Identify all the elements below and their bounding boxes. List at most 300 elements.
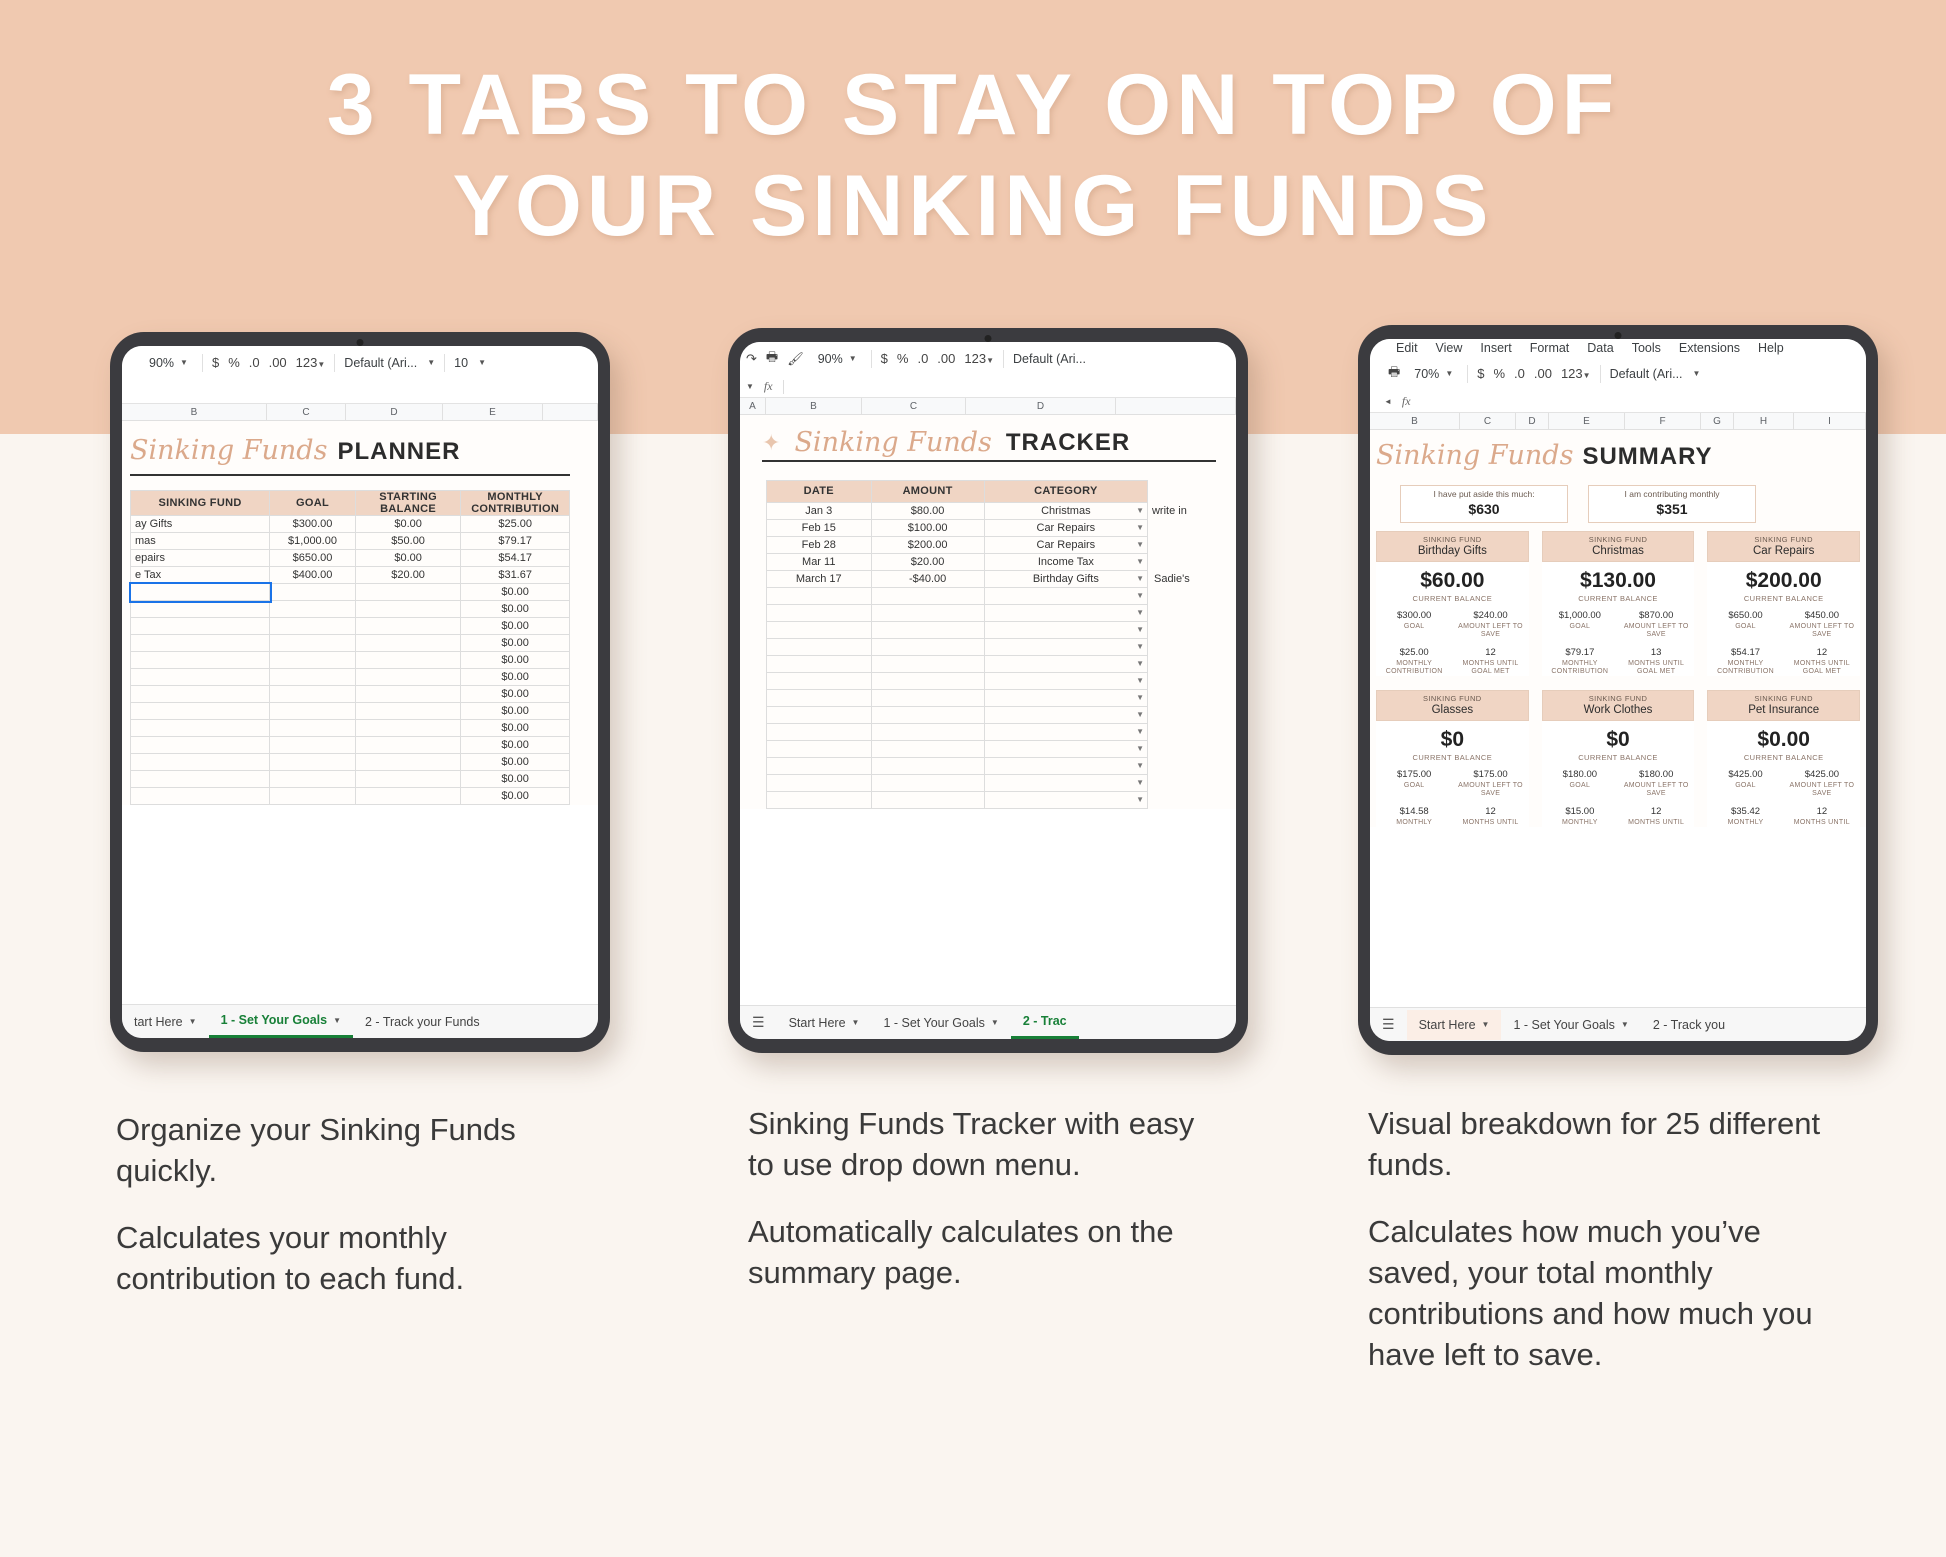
cell-category-dropdown[interactable] <box>984 758 1147 775</box>
cell-monthly[interactable]: $0.00 <box>461 652 570 669</box>
cell-start[interactable] <box>355 771 460 788</box>
cell-note[interactable]: Sadie's <box>1153 573 1190 585</box>
cell-goal[interactable]: $400.00 <box>270 567 356 584</box>
cell-amount[interactable] <box>871 724 984 741</box>
tab-track-your-funds[interactable]: 2 - Track you <box>1652 1017 1726 1032</box>
card-balance-label: CURRENT BALANCE <box>1578 753 1658 763</box>
decrease-decimal-button[interactable]: .0 <box>1514 366 1525 381</box>
table-row <box>131 601 570 618</box>
cell-category-dropdown[interactable]: Christmas ▼ <box>984 503 1147 520</box>
cell-fund[interactable]: ay Gifts <box>131 516 270 533</box>
cell-note[interactable] <box>1147 656 1236 673</box>
cell-note[interactable] <box>1147 673 1236 690</box>
cell-monthly[interactable]: $0.00 <box>461 669 570 686</box>
cell-monthly[interactable]: $0.00 <box>461 635 570 652</box>
currency-format-button[interactable]: $ <box>211 355 220 370</box>
page-title <box>0 55 1946 258</box>
table-row <box>767 690 1237 707</box>
cell-goal[interactable] <box>270 771 356 788</box>
cell-category-dropdown[interactable] <box>984 707 1147 724</box>
cell-note[interactable] <box>1147 639 1236 656</box>
cell-start[interactable]: $0.00 <box>355 550 460 567</box>
tab-track-your-funds[interactable]: 2 - Track your Funds <box>365 1014 480 1029</box>
column-header[interactable]: B <box>1370 413 1460 429</box>
column-header[interactable]: D <box>1516 413 1549 429</box>
cell-start[interactable] <box>355 618 460 635</box>
cell-monthly[interactable]: $0.00 <box>461 703 570 720</box>
table-row <box>767 758 1237 775</box>
cell-goal[interactable] <box>270 703 356 720</box>
cell-goal[interactable] <box>270 669 356 686</box>
table-row <box>767 537 1237 554</box>
currency-format-button[interactable]: $ <box>1477 366 1485 381</box>
card-balance-label: CURRENT BALANCE <box>1578 594 1658 603</box>
cell-category-dropdown[interactable] <box>984 605 1147 622</box>
cell-amount[interactable]: $20.00 <box>871 554 984 571</box>
card-name: Birthday Gifts <box>1417 545 1487 557</box>
cell-amount[interactable] <box>871 622 984 639</box>
cell-monthly[interactable]: $0.00 <box>461 737 570 754</box>
column-date: DATE <box>767 481 872 503</box>
table-row <box>131 635 570 652</box>
caption-tracker <box>748 1104 1218 1320</box>
font-size-select[interactable] <box>454 356 486 370</box>
cell-date[interactable] <box>767 741 872 758</box>
cell-amount[interactable] <box>871 690 984 707</box>
cell-monthly[interactable]: $0.00 <box>461 601 570 618</box>
stat-monthly <box>1588 485 1756 523</box>
tracker-formula-bar[interactable] <box>740 376 1236 398</box>
cell-fund[interactable] <box>131 720 270 737</box>
chevron-down-icon: ▼ <box>1136 523 1144 532</box>
card-monthly-label: MONTHLY CONTRIBUTION <box>1551 660 1609 676</box>
cell-category-dropdown[interactable] <box>984 690 1147 707</box>
cell-start[interactable] <box>355 686 460 703</box>
card-months: 12 <box>1485 647 1496 659</box>
planner-screen <box>122 346 598 1038</box>
card-left: $175.00 <box>1473 769 1508 781</box>
zoom-value: 90% <box>817 351 843 366</box>
column-header[interactable]: B <box>122 404 267 420</box>
cell-monthly[interactable]: $0.00 <box>461 771 570 788</box>
more-formats-button[interactable]: 123▼ <box>295 355 326 370</box>
cell-date[interactable]: Feb 28 <box>767 537 872 554</box>
column-header[interactable] <box>543 404 598 420</box>
stat-label: I am contributing monthly <box>1624 489 1720 499</box>
cell-note[interactable] <box>1147 792 1236 809</box>
cell-goal[interactable] <box>270 584 356 601</box>
more-formats-button[interactable]: 123▼ <box>964 351 994 366</box>
table-row <box>767 554 1237 571</box>
card-months: 12 <box>1816 647 1828 659</box>
cell-goal[interactable] <box>270 720 356 737</box>
cell-monthly[interactable]: $79.17 <box>461 533 570 550</box>
cell-fund-selected[interactable] <box>131 584 270 601</box>
cell-note[interactable] <box>1147 690 1236 707</box>
font-family-select[interactable] <box>1610 367 1701 381</box>
table-row <box>767 707 1237 724</box>
menu-data[interactable]: Data <box>1587 341 1614 355</box>
cell-amount[interactable]: -$40.00 <box>871 571 984 588</box>
card-left: $425.00 <box>1804 769 1840 781</box>
table-row <box>767 503 1237 520</box>
cell-goal[interactable] <box>270 754 356 771</box>
cell-start[interactable] <box>355 754 460 771</box>
cell-start[interactable] <box>355 584 460 601</box>
menu-edit[interactable]: Edit <box>1396 341 1418 355</box>
cell-amount[interactable] <box>871 639 984 656</box>
decrease-decimal-button[interactable]: .0 <box>917 351 929 366</box>
cell-amount[interactable] <box>871 707 984 724</box>
cell-category-dropdown[interactable]: Birthday Gifts ▼ <box>984 571 1147 588</box>
card-monthly-label: MONTHLY CONTRIBUTION <box>1385 660 1443 676</box>
page-title-line2: YOUR SINKING FUNDS <box>452 158 1494 255</box>
cell-monthly[interactable]: $0.00 <box>461 720 570 737</box>
print-icon[interactable]: 🖶 <box>1388 363 1401 379</box>
table-row <box>131 567 570 584</box>
cell-category-dropdown[interactable] <box>984 588 1147 605</box>
cell-fund[interactable] <box>131 703 270 720</box>
cell-goal[interactable]: $1,000.00 <box>270 533 356 550</box>
card-kicker: SINKING FUND <box>1754 694 1813 704</box>
cell-date[interactable] <box>767 690 872 707</box>
cell-note[interactable] <box>1147 707 1236 724</box>
divider <box>783 380 784 394</box>
cell-date[interactable]: Jan 3 <box>767 503 872 520</box>
cell-date[interactable] <box>767 775 872 792</box>
tracker-sheet-tabs <box>740 1005 1236 1039</box>
tab-start-here[interactable]: Start Here ▼ <box>1407 1010 1502 1040</box>
cell-amount[interactable]: $200.00 <box>871 537 984 554</box>
card-monthly: $79.17 <box>1565 647 1595 659</box>
tab-set-your-goals[interactable]: 1 - Set Your Goals ▼ <box>1513 1017 1629 1032</box>
planner-heading <box>130 421 570 472</box>
cell-date[interactable]: Feb 15 <box>767 520 872 537</box>
cell-monthly[interactable]: $0.00 <box>461 788 570 805</box>
currency-format-button[interactable]: $ <box>880 351 888 366</box>
page-title-line1: 3 TABS TO STAY ON TOP OF <box>326 57 1620 153</box>
cell-fund[interactable] <box>131 669 270 686</box>
fund-card-work-clothes <box>1542 690 1695 827</box>
cell-amount[interactable] <box>871 775 984 792</box>
summary-card-row-1 <box>1370 531 1866 676</box>
zoom-control[interactable] <box>1409 365 1458 383</box>
table-row <box>767 571 1237 588</box>
cell-start[interactable]: $20.00 <box>355 567 460 584</box>
cell-goal[interactable]: $300.00 <box>270 516 356 533</box>
cell-start[interactable] <box>355 601 460 618</box>
table-row <box>131 754 570 771</box>
card-goal-label: GOAL <box>1569 623 1591 630</box>
function-icon[interactable]: fx <box>1401 394 1411 408</box>
menu-view[interactable]: View <box>1435 341 1463 355</box>
brand-script-text: Sinking Funds <box>130 435 328 466</box>
table-row <box>767 724 1237 741</box>
card-left-label: AMOUNT LEFT TO SAVE <box>1623 623 1689 639</box>
chevron-down-icon: ▼ <box>1136 676 1144 685</box>
tracker-sheet <box>740 415 1236 809</box>
cell-note[interactable] <box>1147 775 1236 792</box>
column-header[interactable]: G <box>1701 413 1734 429</box>
cell-date[interactable] <box>767 673 872 690</box>
cell-fund[interactable] <box>131 771 270 788</box>
card-balance-label: CURRENT BALANCE <box>1743 753 1824 763</box>
cell-fund[interactable] <box>131 737 270 754</box>
camera-dot <box>985 335 992 342</box>
redo-icon[interactable]: ↷ <box>746 350 757 366</box>
cell-date[interactable] <box>767 724 872 741</box>
cell-note[interactable] <box>1147 605 1236 622</box>
column-header[interactable]: B <box>766 398 862 414</box>
chevron-down-icon: ▼ <box>1136 744 1144 753</box>
paint-format-icon[interactable]: 🖌 <box>787 350 804 366</box>
column-header[interactable] <box>1116 398 1236 414</box>
divider <box>1003 350 1004 368</box>
cell-fund[interactable]: epairs <box>131 550 270 567</box>
zoom-control[interactable] <box>144 354 193 372</box>
cell-amount[interactable] <box>871 656 984 673</box>
column-header[interactable]: I <box>1794 413 1866 429</box>
chevron-down-icon: ▼ <box>1136 557 1144 566</box>
chevron-down-icon: ▼ <box>180 358 188 367</box>
menu-help[interactable]: Help <box>1758 341 1784 355</box>
chevron-down-icon: ▼ <box>1136 727 1144 736</box>
menu-tools[interactable]: Tools <box>1631 341 1661 355</box>
fund-card-birthday-gifts <box>1376 531 1529 676</box>
cell-fund[interactable] <box>131 601 270 618</box>
cell-start[interactable] <box>355 788 460 805</box>
cell-note[interactable] <box>1147 554 1236 571</box>
cell-monthly[interactable]: $31.67 <box>461 567 570 584</box>
function-icon[interactable]: fx <box>763 379 773 393</box>
column-header[interactable]: A <box>740 398 766 414</box>
table-row <box>767 588 1237 605</box>
cell-category-dropdown[interactable] <box>984 741 1147 758</box>
column-starting-balance: STARTING BALANCE <box>355 491 460 516</box>
percent-format-button[interactable]: % <box>896 351 909 366</box>
cell-fund[interactable] <box>131 754 270 771</box>
stat-value: $630 <box>1468 501 1500 517</box>
cell-amount[interactable] <box>871 792 984 809</box>
chevron-down-icon: ▼ <box>1136 761 1144 770</box>
cell-goal[interactable] <box>270 652 356 669</box>
cell-fund[interactable] <box>131 635 270 652</box>
chevron-down-icon[interactable]: ▼ <box>746 382 754 391</box>
card-monthly: $35.42 <box>1730 806 1761 818</box>
tab-start-here[interactable]: Start Here ▼ <box>788 1015 860 1030</box>
cell-monthly[interactable]: $0.00 <box>461 584 570 601</box>
card-name: Work Clothes <box>1583 704 1653 717</box>
card-balance-label: CURRENT BALANCE <box>1412 753 1493 763</box>
cell-date[interactable] <box>767 605 872 622</box>
font-family-select[interactable] <box>344 356 435 370</box>
cell-fund[interactable]: e Tax <box>131 567 270 584</box>
column-header[interactable]: E <box>443 404 543 420</box>
cell-amount[interactable] <box>871 673 984 690</box>
cell-category-dropdown[interactable]: Income Tax ▼ <box>984 554 1147 571</box>
cell-note[interactable] <box>1147 741 1236 758</box>
column-header[interactable]: D <box>346 404 443 420</box>
percent-format-button[interactable]: % <box>228 355 240 370</box>
cell-category-dropdown[interactable] <box>984 622 1147 639</box>
decrease-decimal-button[interactable]: .0 <box>248 355 260 370</box>
card-months-label: MONTHS UNTIL <box>1793 819 1850 827</box>
cell-date[interactable] <box>767 588 872 605</box>
cell-start[interactable] <box>355 720 460 737</box>
cell-amount[interactable]: $80.00 <box>871 503 984 520</box>
summary-formula-bar[interactable] <box>1370 391 1866 413</box>
cell-note[interactable] <box>1147 724 1236 741</box>
card-amount: $200.00 <box>1745 569 1822 592</box>
increase-decimal-button[interactable]: .00 <box>268 355 287 370</box>
card-months: 13 <box>1650 647 1662 659</box>
percent-format-button[interactable]: % <box>1493 366 1506 381</box>
chevron-down-icon: ▼ <box>1445 369 1454 378</box>
cell-amount[interactable] <box>871 741 984 758</box>
card-left-label: AMOUNT LEFT TO SAVE <box>1458 623 1523 639</box>
menu-extensions[interactable]: Extensions <box>1678 341 1741 355</box>
increase-decimal-button[interactable]: .00 <box>1533 366 1552 381</box>
cell-category-dropdown[interactable]: Car Repairs ▼ <box>984 537 1147 554</box>
cell-date[interactable] <box>767 758 872 775</box>
column-header[interactable]: C <box>1460 413 1516 429</box>
card-kicker: SINKING FUND <box>1423 694 1482 704</box>
cell-amount[interactable] <box>871 588 984 605</box>
cell-monthly[interactable]: $25.00 <box>461 516 570 533</box>
cell-category-dropdown[interactable] <box>984 673 1147 690</box>
stat-label: I have put aside this much: <box>1433 489 1535 499</box>
planner-table <box>130 490 570 805</box>
table-row <box>131 516 570 533</box>
more-formats-button[interactable]: 123▼ <box>1560 366 1591 381</box>
column-header[interactable]: F <box>1625 413 1701 429</box>
cell-amount[interactable] <box>871 605 984 622</box>
divider <box>334 354 335 372</box>
cell-fund[interactable] <box>131 686 270 703</box>
column-header[interactable]: D <box>966 398 1116 414</box>
card-left-label: AMOUNT LEFT TO SAVE <box>1789 623 1855 639</box>
cell-note[interactable] <box>1147 537 1236 554</box>
cell-fund[interactable] <box>131 788 270 805</box>
cell-category-dropdown[interactable] <box>984 724 1147 741</box>
column-amount: AMOUNT <box>871 481 984 503</box>
cell-goal[interactable]: $650.00 <box>270 550 356 567</box>
cell-date[interactable] <box>767 656 872 673</box>
cell-date[interactable]: Mar 11 <box>767 554 872 571</box>
cell-category-dropdown[interactable] <box>984 656 1147 673</box>
column-header[interactable]: C <box>267 404 346 420</box>
cell-note[interactable]: write in <box>1151 505 1187 517</box>
cell-start[interactable]: $0.00 <box>355 516 460 533</box>
cell-goal[interactable] <box>270 788 356 805</box>
increase-decimal-button[interactable]: .00 <box>937 351 956 366</box>
cell-goal[interactable] <box>270 686 356 703</box>
table-row <box>131 533 570 550</box>
cell-fund[interactable]: mas <box>131 533 270 550</box>
cell-start[interactable] <box>355 737 460 754</box>
cell-category-dropdown[interactable] <box>984 792 1147 809</box>
table-row <box>131 788 570 805</box>
cell-note[interactable] <box>1147 622 1236 639</box>
chevron-down-icon: ▼ <box>848 354 857 363</box>
column-header[interactable]: H <box>1734 413 1794 429</box>
planner-formula-bar[interactable] <box>122 380 598 404</box>
cell-start[interactable] <box>355 652 460 669</box>
card-left: $870.00 <box>1639 610 1674 621</box>
menu-format[interactable]: Format <box>1529 341 1570 355</box>
tab-start-here[interactable]: tart Here ▼ <box>134 1014 197 1029</box>
column-header[interactable]: E <box>1549 413 1625 429</box>
card-monthly-label: MONTHLY <box>1727 819 1764 827</box>
column-monthly-contribution: MONTHLY CONTRIBUTION <box>461 491 570 516</box>
tracker-toolbar <box>740 342 1236 376</box>
cell-start[interactable]: $50.00 <box>355 533 460 550</box>
cell-date[interactable] <box>767 622 872 639</box>
card-kicker: SINKING FUND <box>1754 535 1813 544</box>
cell-goal[interactable] <box>270 618 356 635</box>
cell-amount[interactable] <box>871 758 984 775</box>
cell-date[interactable] <box>767 792 872 809</box>
column-header[interactable]: C <box>862 398 966 414</box>
cell-date[interactable] <box>767 639 872 656</box>
cell-start[interactable] <box>355 669 460 686</box>
card-name: Pet Insurance <box>1748 704 1820 717</box>
cell-note[interactable] <box>1147 588 1236 605</box>
cell-monthly[interactable]: $0.00 <box>461 618 570 635</box>
menu-insert[interactable]: Insert <box>1480 341 1512 355</box>
cell-fund[interactable] <box>131 652 270 669</box>
cell-note[interactable] <box>1147 520 1236 537</box>
cell-start[interactable] <box>355 703 460 720</box>
card-monthly: $25.00 <box>1399 647 1429 659</box>
font-family-select[interactable] <box>1013 352 1086 366</box>
cell-start[interactable] <box>355 635 460 652</box>
cell-category-dropdown[interactable] <box>984 639 1147 656</box>
print-icon[interactable]: 🖶 <box>765 348 779 364</box>
cell-date[interactable] <box>767 707 872 724</box>
chevron-down-icon: ▼ <box>1136 625 1144 634</box>
fund-card-car-repairs <box>1707 531 1860 676</box>
cell-category-dropdown[interactable]: Car Repairs ▼ <box>984 520 1147 537</box>
cell-goal[interactable] <box>270 635 356 652</box>
tab-track-your-funds[interactable]: 2 - Trac <box>1011 1006 1079 1039</box>
chevron-down-icon: ▼ <box>1136 659 1144 668</box>
card-goal-label: GOAL <box>1735 623 1756 630</box>
card-goal-label: GOAL <box>1403 782 1425 790</box>
all-sheets-icon[interactable]: ☰ <box>752 1014 765 1030</box>
font-family-value: Default (Ari... <box>1013 351 1086 366</box>
tab-set-your-goals[interactable]: 1 - Set Your Goals ▼ <box>883 1015 999 1030</box>
cell-monthly[interactable]: $0.00 <box>461 754 570 771</box>
cell-date[interactable]: March 17 <box>767 571 872 588</box>
card-amount: $0 <box>1440 728 1465 752</box>
chevron-down-icon: ▼ <box>1136 642 1144 651</box>
cell-monthly[interactable]: $54.17 <box>461 550 570 567</box>
card-amount: $60.00 <box>1420 569 1485 592</box>
all-sheets-icon[interactable]: ☰ <box>1382 1016 1395 1032</box>
cell-goal[interactable] <box>270 737 356 754</box>
cell-note[interactable] <box>1147 758 1236 775</box>
chevron-down-icon: ▼ <box>1692 369 1701 378</box>
zoom-control[interactable] <box>813 350 862 368</box>
cell-goal[interactable] <box>270 601 356 618</box>
tab-set-your-goals[interactable]: 1 - Set Your Goals ▼ <box>209 1005 353 1038</box>
cell-amount[interactable]: $100.00 <box>871 520 984 537</box>
cell-fund[interactable] <box>131 618 270 635</box>
cell-category-dropdown[interactable] <box>984 775 1147 792</box>
cell-monthly[interactable]: $0.00 <box>461 686 570 703</box>
chevron-left-icon[interactable]: ◄ <box>1384 397 1392 406</box>
